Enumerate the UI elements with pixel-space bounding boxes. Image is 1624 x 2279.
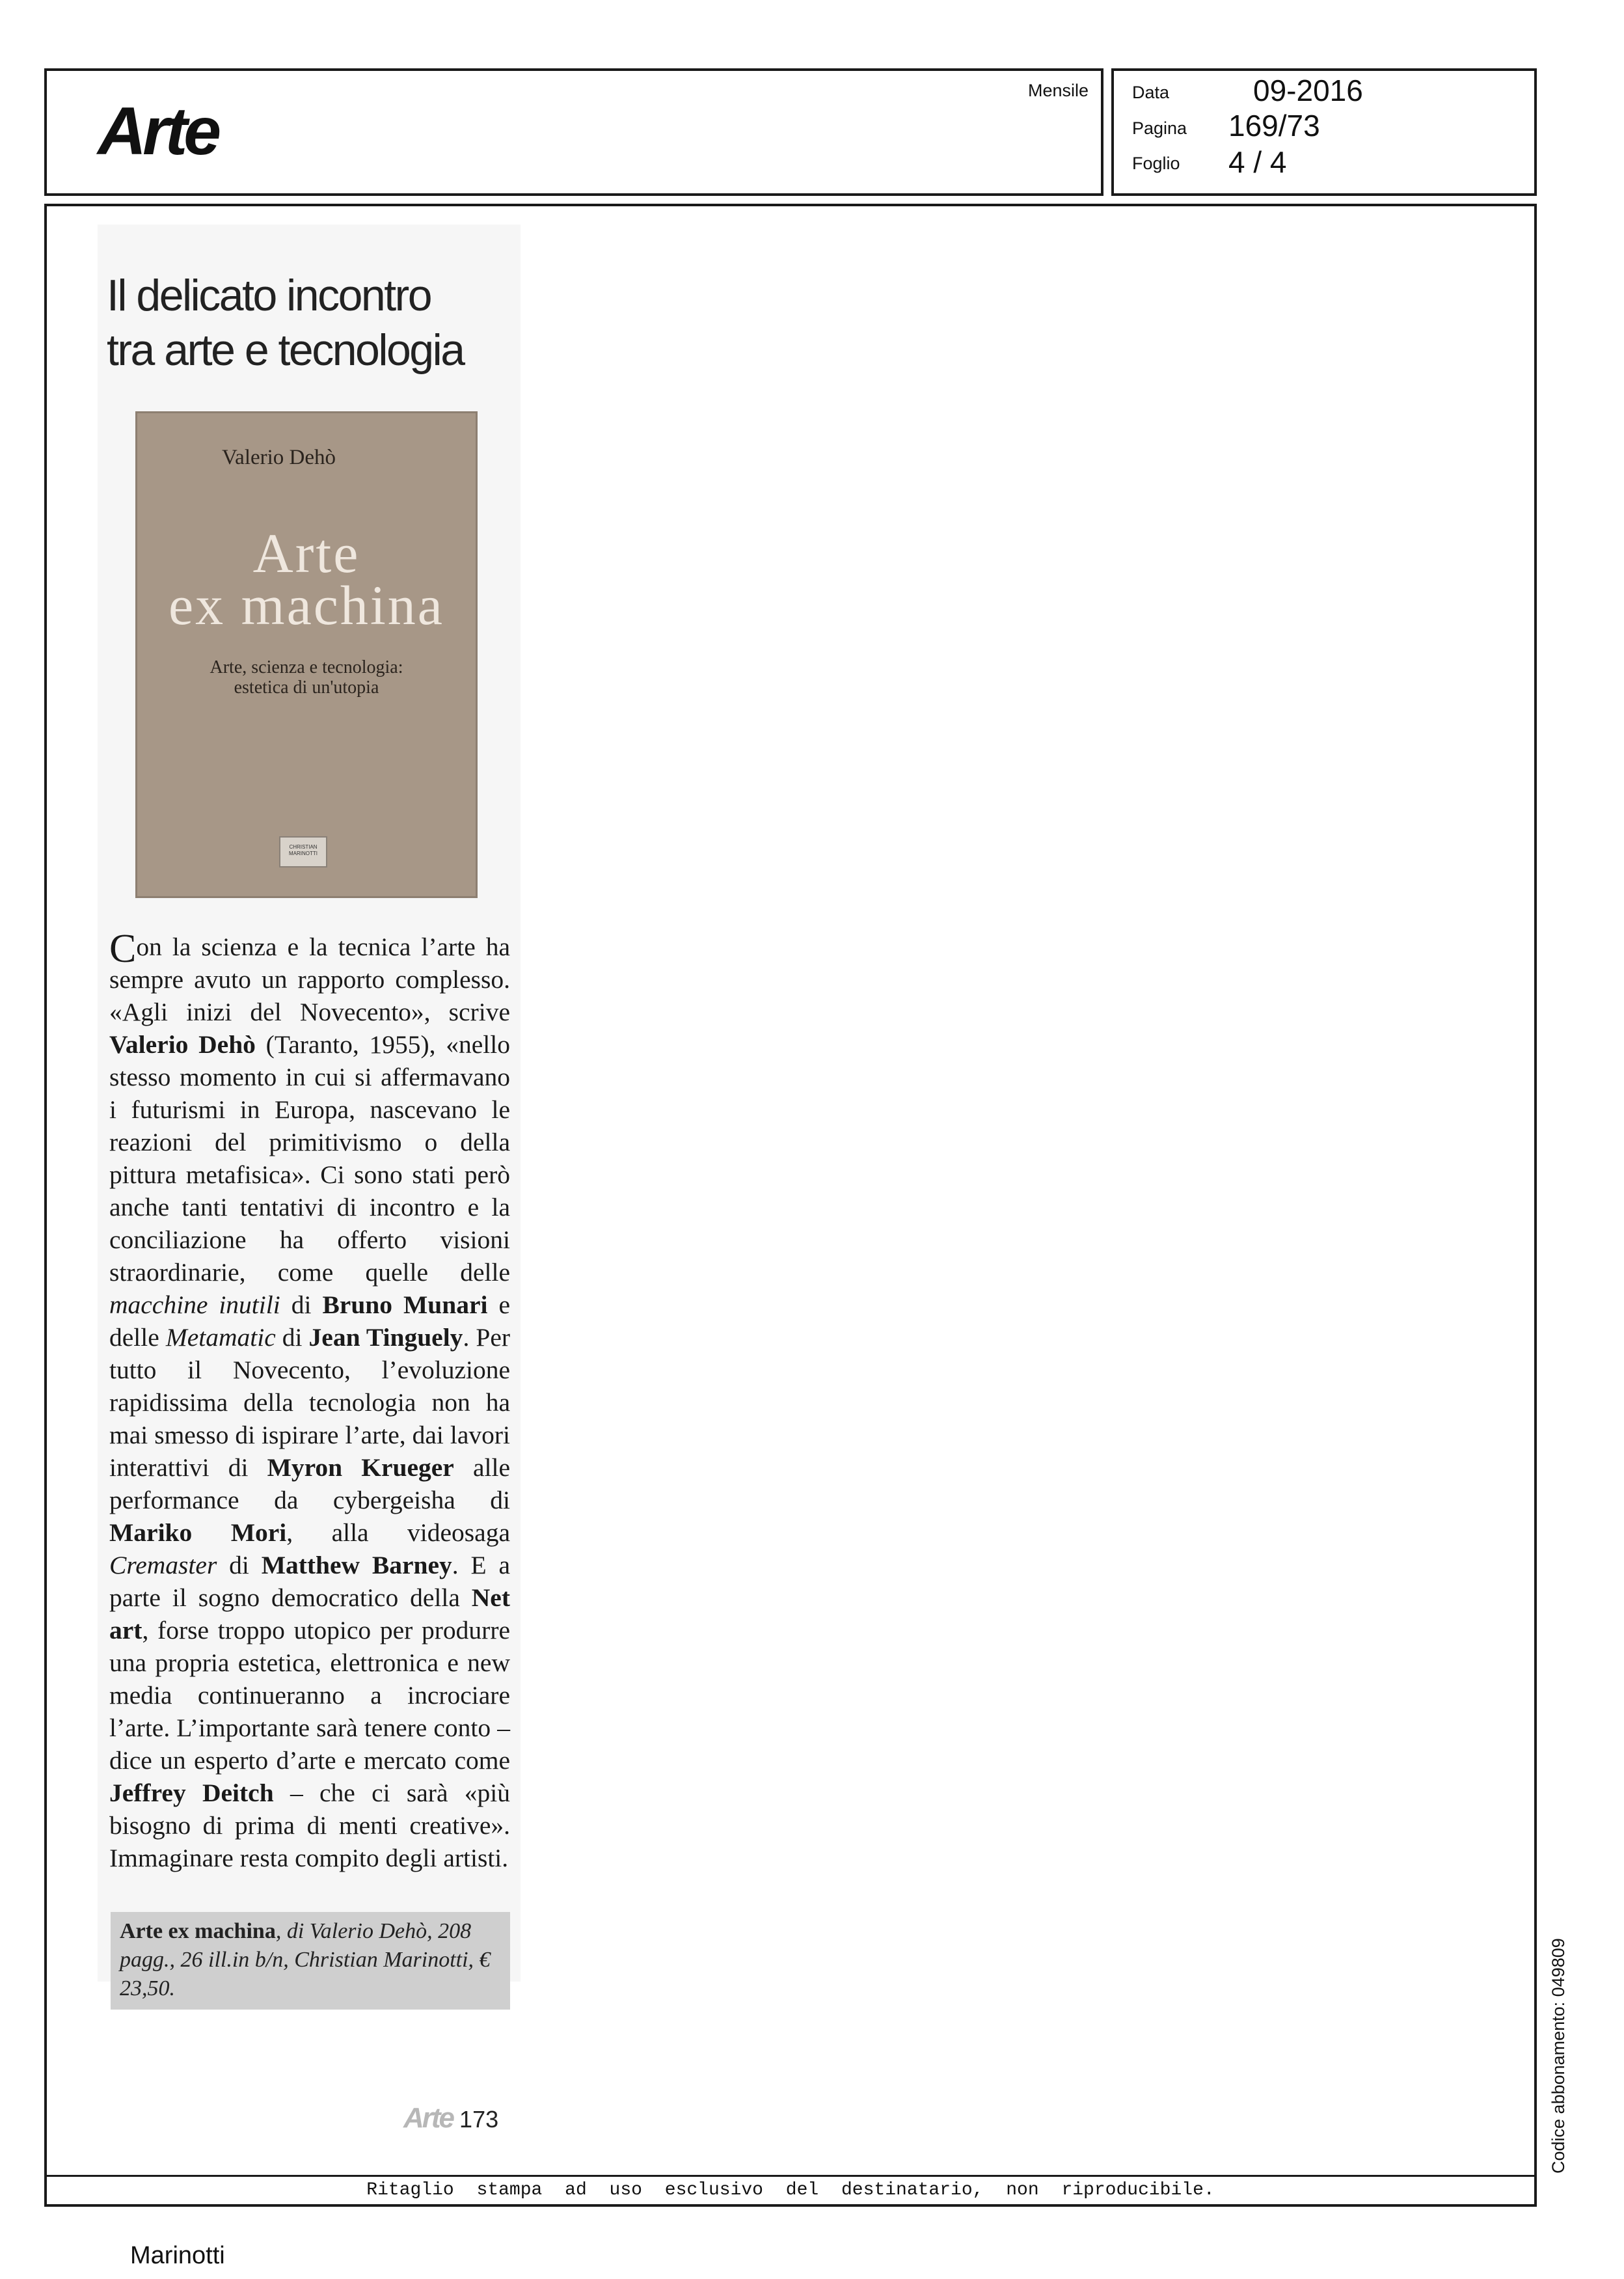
body-text: – che ci sarà «più bisogno di prima di menti creative». Immaginare resta compito degli artisti. (109, 1779, 510, 1872)
subscription-code: Codice abbonamento: 049809 (1549, 1938, 1568, 2174)
caption-details: , di Valerio Dehò, 208 pagg., 26 ill.in b/n, Christian Marinotti, € 23,50. (120, 1919, 491, 2000)
body-text: di (280, 1290, 323, 1319)
frequency-label: Mensile (1028, 81, 1089, 100)
work-title: Metamatic (165, 1323, 276, 1352)
arte-logo: Arte (98, 94, 218, 169)
body-text: , alla videosaga (286, 1518, 510, 1547)
caption-book-title: Arte ex machina (120, 1919, 276, 1943)
body-text: di (217, 1551, 262, 1579)
drop-cap: C (109, 927, 137, 971)
foglio-label: Foglio (1132, 154, 1180, 173)
body-text: . Per tutto il Novecento, l’evoluzione rapidissima della tecnologia non ha mai smesso di ispirare l’arte, dai lavori interattivi di (109, 1323, 511, 1482)
cover-subtitle-line-2: estetica di un'utopia (234, 677, 379, 698)
body-text: on la scienza e la tecnica l’arte ha sempre avuto un rapporto complesso. «Agli inizi del Novecento», scrive (109, 933, 510, 1026)
cover-title-line-2: ex machina (169, 574, 444, 636)
data-label: Data (1132, 83, 1170, 102)
title-line-2: tra arte e tecnologia (107, 325, 464, 375)
name-krueger: Myron Krueger (267, 1453, 454, 1482)
article-title (107, 268, 523, 377)
work-title: macchine inutili (109, 1290, 280, 1319)
body-text: (Taranto, 1955), «nello stesso momento in cui si affermavano i futurismi in Europa, nascevano le reazioni del primitivismo o della pittura metafisica». Ci sono stati però anche tanti tentativi di incontro e la conciliazione ha offerto visioni straordinarie, come quelle delle (109, 1030, 510, 1287)
book-caption (111, 1912, 510, 2010)
name-munari: Bruno Munari (322, 1290, 488, 1319)
cover-subtitle (137, 657, 476, 698)
cover-title (137, 522, 476, 636)
book-cover (135, 411, 478, 898)
body-text: alle performance da cybergeisha di (109, 1453, 510, 1514)
name-deitch: Jeffrey Deitch (109, 1779, 274, 1807)
name-mori: Mariko Mori (109, 1518, 287, 1547)
data-value: 09-2016 (1253, 74, 1363, 107)
term-net-art: Net art (109, 1583, 510, 1644)
pagina-value: 169/73 (1228, 109, 1320, 143)
name-dehò: Valerio Dehò (109, 1030, 256, 1059)
work-title: Cremaster (109, 1551, 217, 1579)
cover-title-line-1: Arte (252, 522, 360, 584)
name-barney: Matthew Barney (261, 1551, 452, 1579)
body-paragraph (109, 927, 511, 1874)
name-tinguely: Jean Tinguely (308, 1323, 463, 1352)
client-name: Marinotti (130, 2242, 225, 2269)
page-number: 173 (459, 2106, 499, 2133)
cover-author: Valerio Dehò (222, 446, 336, 469)
footer-divider (44, 2175, 1537, 2177)
body-text: di (275, 1323, 309, 1352)
foglio-value: 4 / 4 (1228, 145, 1287, 179)
body-text: e delle (109, 1290, 510, 1352)
body-text: , forse troppo utopico per produrre una propria estetica, elettronica e new media continueranno a incrociare l’arte. L’importante sarà tenere conto – dice un esperto d’arte e mercato come (109, 1616, 510, 1775)
body-text: . E a parte il sogno democratico della (109, 1551, 510, 1612)
page-footer (403, 2102, 498, 2135)
title-line-1: Il delicato incontro (107, 271, 431, 320)
article-body (109, 927, 511, 1874)
cover-subtitle-line-1: Arte, scienza e tecnologia: (210, 657, 403, 677)
page-logo: Arte (403, 2102, 453, 2134)
reproduction-notice: Ritaglio stampa ad uso esclusivo del destinatario, non riproducibile. (366, 2180, 1215, 2200)
publisher-logo: CHRISTIAN MARINOTTI (279, 836, 327, 867)
pagina-label: Pagina (1132, 118, 1187, 138)
